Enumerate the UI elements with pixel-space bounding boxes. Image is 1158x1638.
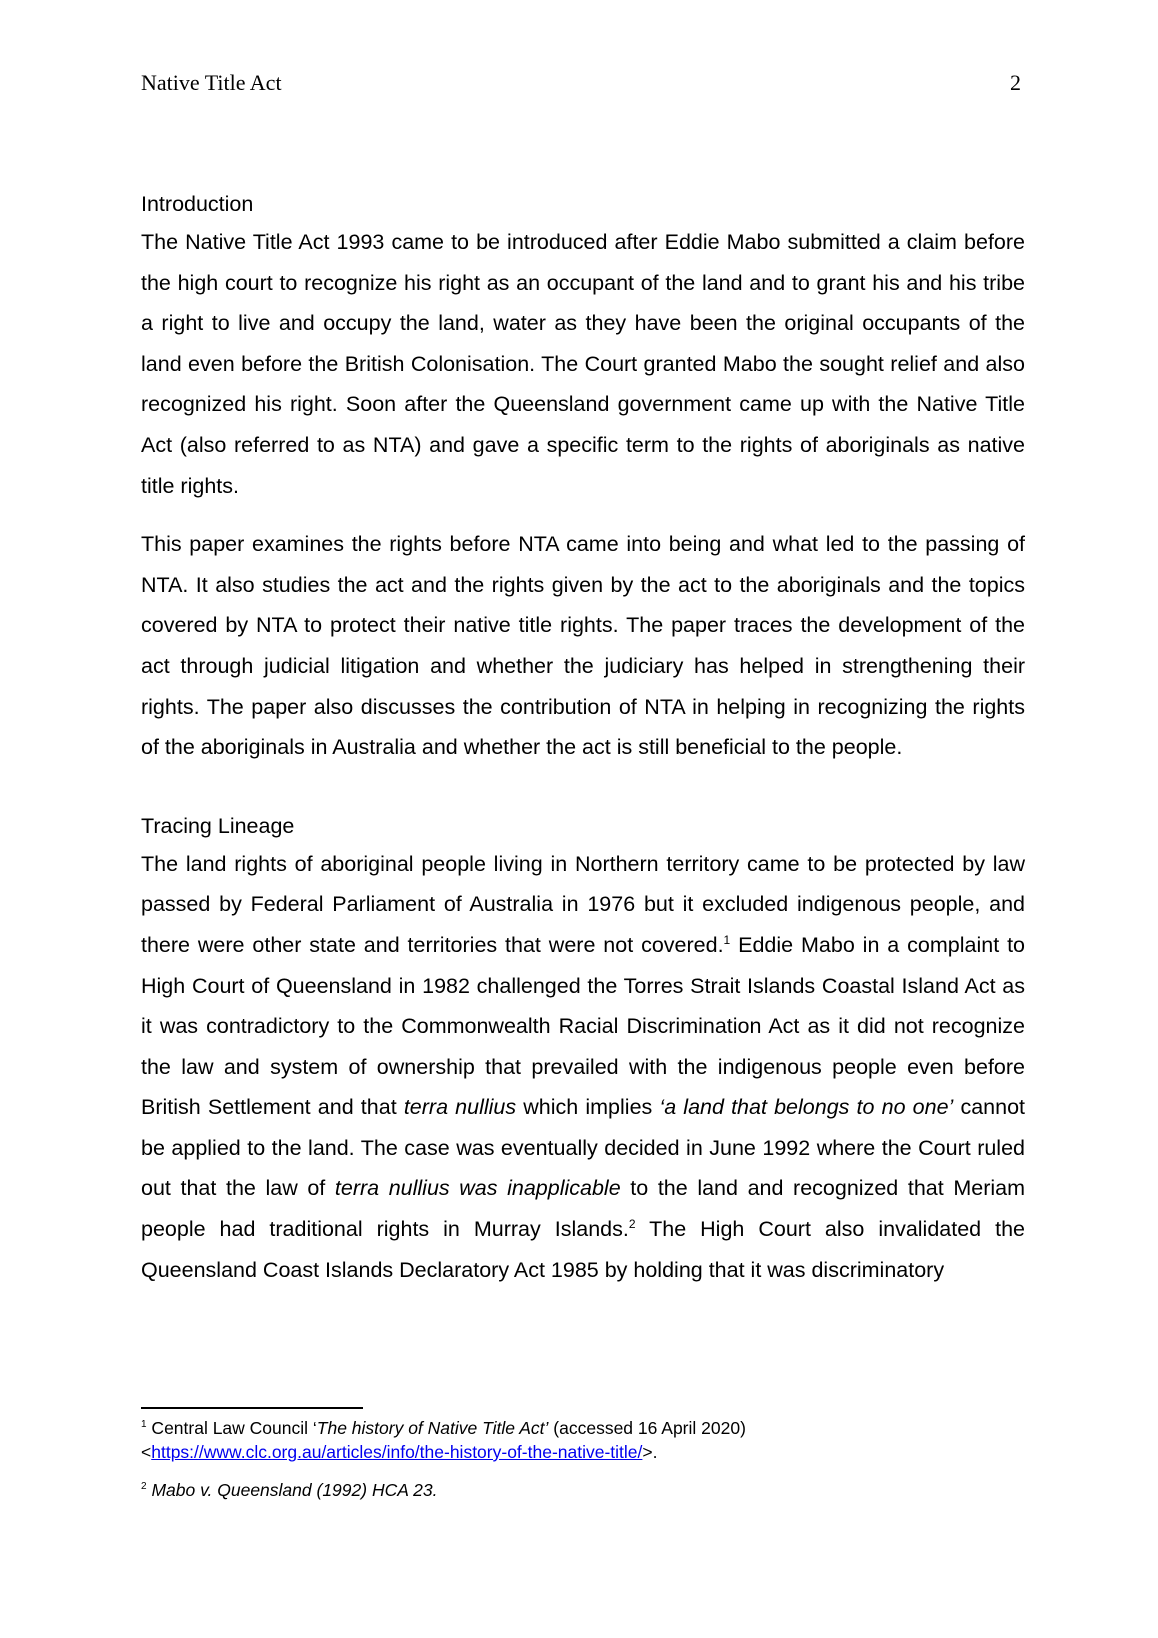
footnote-ref-1[interactable]: 1	[723, 932, 731, 947]
lineage-text-6: The High Court also invalidated the Queensland Coast Islands Declaratory Act 1985 by holding that it was discriminatory	[141, 1217, 1025, 1282]
lineage-emphasis-inapplicable: terra nullius was inapplicable	[334, 1176, 621, 1201]
intro-paragraph-2: This paper examines the rights before NTA came into being and what led to the passing of NTA. It also studies the act and the rights given by the act to the aboriginals and the topics covered by NTA to protect their native title rights. The paper traces the development of the act through judicial litigation and whether the judiciary has helped in strengthening their rights. The paper also discusses the contribution of NTA in helping in recognizing the rights of the aboriginals in Australia and whether the act is still beneficial to the people.	[141, 532, 1025, 760]
footnote-2-number: 2	[141, 1481, 147, 1493]
footnote-2-citation: Mabo v. Queensland (1992) HCA 23.	[151, 1480, 438, 1500]
running-header-title: Native Title Act	[141, 70, 282, 95]
section-heading-introduction: Introduction	[141, 192, 254, 216]
lineage-emphasis-quote: ‘a land that belongs to no one’	[659, 1095, 954, 1120]
lineage-paragraph	[141, 844, 1025, 1291]
footnote-2	[141, 1478, 1025, 1502]
section-heading-tracing-lineage: Tracing Lineage	[141, 813, 295, 838]
footnote-ref-2[interactable]: 2	[628, 1216, 636, 1231]
footnote-1-open-bracket: <	[141, 1442, 152, 1462]
lineage-emphasis-terra-nullius: terra nullius	[403, 1095, 517, 1120]
section-spacer	[141, 768, 1025, 808]
footnote-1	[141, 1416, 1025, 1464]
intro-paragraph-1: The Native Title Act 1993 came to be introduced after Eddie Mabo submitted a claim before the high court to recognize his right as an occupant of the land and to grant his and his tribe a right to live and occupy the land, water as they have been the original occupants of the land even before the British Colonisation. The Court granted Mabo the sought relief and also recognized his right. Soon after the Queensland government came up with the Native Title Act (also referred to as NTA) and gave a specific term to the rights of aboriginals as native title rights.	[141, 230, 1025, 498]
lineage-text-3: which implies	[516, 1095, 660, 1120]
lineage-text-4: cannot be applied to the land. The case was eventually decided in June 1992 where the Court ruled out that the law of	[141, 1095, 1026, 1201]
lineage-text-5: to the land and recognized that Meriam people had traditional rights in Murray Islands.	[141, 1176, 1025, 1242]
page-number: 2	[1010, 70, 1021, 95]
lineage-text-2: Eddie Mabo in a complaint to High Court of Queensland in 1982 challenged the Torres Strait Islands Coastal Island Act as it was contradictory to the Commonwealth Racial Discrimination Act as it did not recognize the law and system of ownership that prevailed with the indigenous people even before British Settlement and that	[141, 932, 1025, 1120]
footnote-1-number: 1	[141, 1419, 147, 1431]
document-body	[141, 186, 1025, 1290]
footnote-1-prefix: Central Law Council ‘	[146, 1418, 317, 1438]
footnote-1-link[interactable]: https://www.clc.org.au/articles/info/the-history-of-the-native-title/	[151, 1442, 643, 1462]
footnotes	[141, 1416, 1025, 1502]
footnote-1-close-bracket: >.	[642, 1442, 658, 1462]
lineage-text-1: The land rights of aboriginal people living in Northern territory came to be protected by law passed by Federal Parliament of Australia in 1976 but it excluded indigenous people, and there were other state and territories that were not covered.	[141, 851, 1025, 957]
footnote-1-accessed: (accessed 16 April 2020)	[548, 1418, 746, 1438]
footnote-separator	[141, 1407, 363, 1409]
footnote-1-title: The history of Native Title Act’	[316, 1418, 549, 1438]
